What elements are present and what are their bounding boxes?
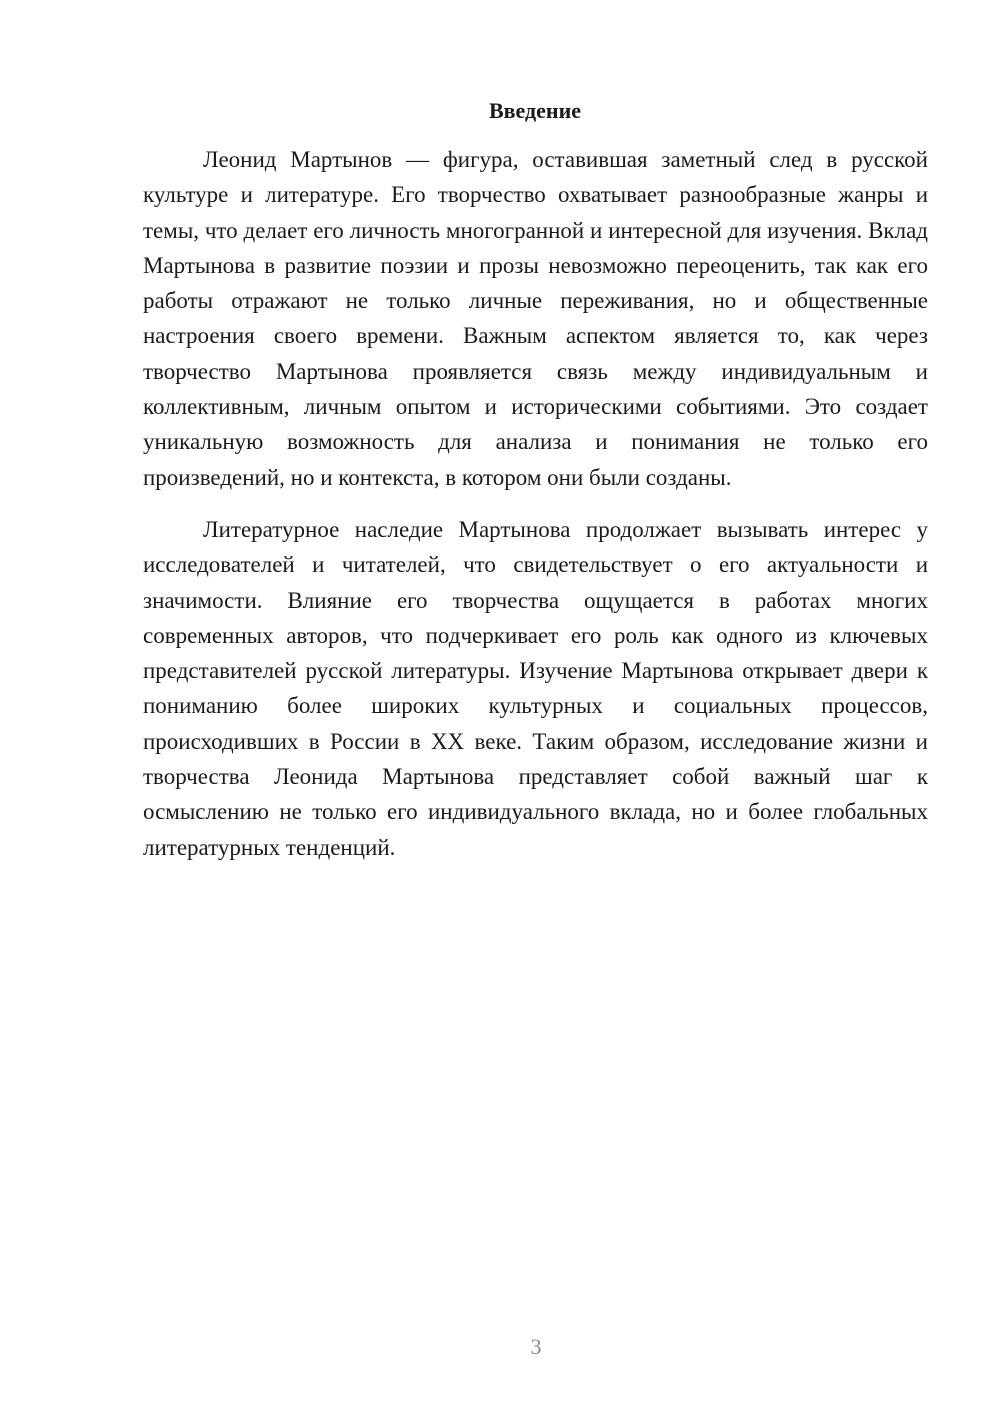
page-number: 3 <box>530 1334 542 1359</box>
paragraph-2: Литературное наследие Мартынова продолжает вызывать интерес у исследователей и читателей, что свидетельствует о его актуальности и значимости. Влияние его творчества ощущается в работах многих современных авторов, что подчеркивает его роль как одного из ключевых представителей русской литературы. Изучение Мартынова открывает двери к пониманию более широких культурных и социальных процессов, происходивших в России в XX веке. Таким образом, исследование жизни и творчества Леонида Мартынова представляет собой важный шаг к осмыслению не только его индивидуального вклада, но и более глобальных литературных тенденций. <box>143 516 928 860</box>
section-heading: Введение <box>488 98 582 123</box>
body-text <box>143 142 928 865</box>
paragraph-1: Леонид Мартынов — фигура, оставившая заметный след в русской культуре и литературе. Его творчество охватывает разнообразные жанры и темы, что делает его личность многогранной и интересной для изучения. Вклад Мартынова в развитие поэзии и прозы невозможно переоценить, так как его работы отражают не только личные переживания, но и общественные настроения своего времени. Важным аспектом является то, как через творчество Мартынова проявляется связь между индивидуальным и коллективным, личным опытом и историческими событиями. Это создает уникальную возможность для анализа и понимания не только его произведений, но и контекста, в котором они были созданы. <box>143 147 928 490</box>
